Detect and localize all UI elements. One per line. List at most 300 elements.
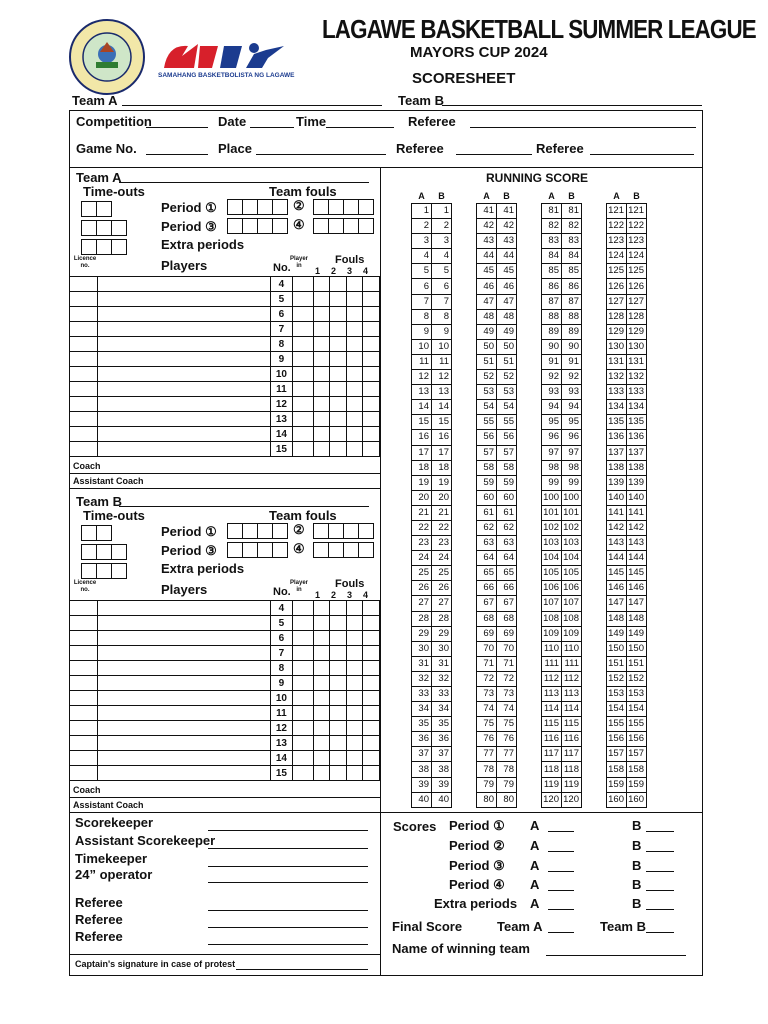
running-cell-a[interactable]: 56	[477, 430, 497, 445]
running-cell-b[interactable]: 30	[432, 641, 452, 656]
team-a-player-row[interactable]	[70, 427, 380, 442]
team-b-player-in-cell[interactable]	[293, 706, 313, 721]
running-cell-b[interactable]: 15	[432, 415, 452, 430]
team-b-foul-2-cell[interactable]	[330, 766, 347, 781]
running-cell-b[interactable]: 149	[627, 626, 647, 641]
team-a-player-in-cell[interactable]	[293, 367, 313, 382]
team-b-player-row[interactable]	[70, 661, 380, 676]
running-cell-a[interactable]: 130	[607, 339, 627, 354]
running-cell-a[interactable]: 30	[412, 641, 432, 656]
running-cell-a[interactable]: 50	[477, 339, 497, 354]
team-a-foul-3-cell[interactable]	[346, 322, 363, 337]
running-cell-b[interactable]: 90	[562, 339, 582, 354]
team-b-licence-cell[interactable]	[70, 661, 98, 676]
running-cell-a[interactable]: 123	[607, 234, 627, 249]
running-cell-a[interactable]: 77	[477, 747, 497, 762]
running-cell-b[interactable]: 57	[497, 445, 517, 460]
running-cell-b[interactable]: 5	[432, 264, 452, 279]
running-cell-a[interactable]: 103	[542, 536, 562, 551]
team-a-foul-1-cell[interactable]	[313, 397, 330, 412]
running-cell-b[interactable]: 25	[432, 566, 452, 581]
referee-1-field[interactable]	[208, 910, 368, 911]
team-a-foul-2-cell[interactable]	[330, 382, 347, 397]
running-cell-b[interactable]: 106	[562, 581, 582, 596]
team-a-licence-cell[interactable]	[70, 277, 98, 292]
running-cell-b[interactable]: 46	[497, 279, 517, 294]
running-cell-a[interactable]: 63	[477, 536, 497, 551]
running-cell-a[interactable]: 136	[607, 430, 627, 445]
running-cell-a[interactable]: 155	[607, 717, 627, 732]
team-a-foul-2-cell[interactable]	[330, 307, 347, 322]
team-a-fouls-p2[interactable]	[313, 199, 373, 215]
team-a-player-in-cell[interactable]	[293, 322, 313, 337]
running-cell-a[interactable]: 138	[607, 460, 627, 475]
team-a-player-name-cell[interactable]	[98, 412, 270, 427]
running-cell-a[interactable]: 10	[412, 339, 432, 354]
team-a-foul-1-cell[interactable]	[313, 412, 330, 427]
team-a-fouls-p4[interactable]	[313, 218, 373, 234]
team-a-foul-1-cell[interactable]	[313, 277, 330, 292]
running-cell-b[interactable]: 136	[627, 430, 647, 445]
running-cell-b[interactable]: 62	[497, 520, 517, 535]
running-cell-b[interactable]: 88	[562, 309, 582, 324]
running-cell-a[interactable]: 154	[607, 702, 627, 717]
team-b-foul-3-cell[interactable]	[346, 736, 363, 751]
running-cell-a[interactable]: 82	[542, 219, 562, 234]
running-cell-b[interactable]: 158	[627, 762, 647, 777]
running-cell-b[interactable]: 94	[562, 400, 582, 415]
team-a-foul-1-cell[interactable]	[313, 292, 330, 307]
running-cell-a[interactable]: 158	[607, 762, 627, 777]
team-a-player-name-cell[interactable]	[98, 427, 270, 442]
running-cell-a[interactable]: 3	[412, 234, 432, 249]
team-a-timeout-boxes-2[interactable]	[81, 220, 126, 236]
team-b-foul-2-cell[interactable]	[330, 646, 347, 661]
running-cell-b[interactable]: 122	[627, 219, 647, 234]
running-cell-b[interactable]: 18	[432, 460, 452, 475]
running-cell-a[interactable]: 104	[542, 551, 562, 566]
running-cell-b[interactable]: 142	[627, 520, 647, 535]
running-cell-a[interactable]: 24	[412, 551, 432, 566]
team-a-player-row[interactable]	[70, 322, 380, 337]
running-cell-b[interactable]: 99	[562, 475, 582, 490]
running-cell-a[interactable]: 112	[542, 671, 562, 686]
running-cell-b[interactable]: 134	[627, 400, 647, 415]
team-a-foul-3-cell[interactable]	[346, 397, 363, 412]
team-b-fouls-p4[interactable]	[313, 542, 373, 558]
running-cell-a[interactable]: 125	[607, 264, 627, 279]
running-cell-a[interactable]: 116	[542, 732, 562, 747]
team-b-foul-4-cell[interactable]	[363, 661, 380, 676]
running-cell-b[interactable]: 19	[432, 475, 452, 490]
team-b-player-in-cell[interactable]	[293, 661, 313, 676]
running-cell-b[interactable]: 155	[627, 717, 647, 732]
team-a-foul-4-cell[interactable]	[363, 322, 380, 337]
game-no-field[interactable]	[146, 154, 208, 155]
winning-team-field[interactable]	[546, 955, 686, 956]
running-cell-b[interactable]: 67	[497, 596, 517, 611]
running-cell-a[interactable]: 4	[412, 249, 432, 264]
running-cell-a[interactable]: 120	[542, 792, 562, 807]
running-cell-a[interactable]: 59	[477, 475, 497, 490]
running-cell-a[interactable]: 51	[477, 354, 497, 369]
team-a-foul-4-cell[interactable]	[363, 427, 380, 442]
running-cell-a[interactable]: 107	[542, 596, 562, 611]
team-b-foul-3-cell[interactable]	[346, 676, 363, 691]
running-cell-a[interactable]: 1	[412, 204, 432, 219]
running-cell-b[interactable]: 118	[562, 762, 582, 777]
running-cell-a[interactable]: 113	[542, 687, 562, 702]
team-b-foul-2-cell[interactable]	[330, 706, 347, 721]
running-cell-a[interactable]: 9	[412, 324, 432, 339]
running-cell-b[interactable]: 66	[497, 581, 517, 596]
running-cell-b[interactable]: 59	[497, 475, 517, 490]
running-cell-a[interactable]: 47	[477, 294, 497, 309]
running-cell-b[interactable]: 141	[627, 505, 647, 520]
running-cell-b[interactable]: 115	[562, 717, 582, 732]
running-cell-a[interactable]: 133	[607, 385, 627, 400]
running-cell-b[interactable]: 143	[627, 536, 647, 551]
running-cell-b[interactable]: 56	[497, 430, 517, 445]
running-cell-b[interactable]: 72	[497, 671, 517, 686]
team-b-foul-4-cell[interactable]	[363, 616, 380, 631]
running-cell-a[interactable]: 66	[477, 581, 497, 596]
date-field[interactable]	[250, 127, 294, 128]
running-cell-b[interactable]: 29	[432, 626, 452, 641]
team-b-header-field[interactable]	[442, 105, 702, 106]
running-cell-b[interactable]: 14	[432, 400, 452, 415]
running-cell-a[interactable]: 76	[477, 732, 497, 747]
running-cell-b[interactable]: 160	[627, 792, 647, 807]
running-cell-a[interactable]: 141	[607, 505, 627, 520]
team-a-foul-3-cell[interactable]	[346, 442, 363, 457]
running-cell-b[interactable]: 54	[497, 400, 517, 415]
team-b-foul-2-cell[interactable]	[330, 751, 347, 766]
running-cell-a[interactable]: 83	[542, 234, 562, 249]
running-cell-a[interactable]: 152	[607, 671, 627, 686]
team-b-player-row[interactable]	[70, 766, 380, 781]
running-cell-a[interactable]: 32	[412, 671, 432, 686]
running-cell-b[interactable]: 64	[497, 551, 517, 566]
score-b-field[interactable]	[646, 871, 674, 872]
team-b-foul-3-cell[interactable]	[346, 616, 363, 631]
running-cell-a[interactable]: 94	[542, 400, 562, 415]
running-cell-a[interactable]: 65	[477, 566, 497, 581]
running-cell-b[interactable]: 45	[497, 264, 517, 279]
running-cell-b[interactable]: 53	[497, 385, 517, 400]
running-cell-b[interactable]: 123	[627, 234, 647, 249]
running-cell-b[interactable]: 150	[627, 641, 647, 656]
running-cell-b[interactable]: 154	[627, 702, 647, 717]
running-cell-b[interactable]: 73	[497, 687, 517, 702]
running-cell-a[interactable]: 2	[412, 219, 432, 234]
team-a-player-row[interactable]	[70, 412, 380, 427]
team-b-foul-1-cell[interactable]	[313, 661, 330, 676]
running-cell-b[interactable]: 16	[432, 430, 452, 445]
running-cell-a[interactable]: 92	[542, 370, 562, 385]
running-cell-b[interactable]: 61	[497, 505, 517, 520]
running-cell-b[interactable]: 55	[497, 415, 517, 430]
running-cell-a[interactable]: 11	[412, 354, 432, 369]
running-cell-b[interactable]: 74	[497, 702, 517, 717]
team-b-foul-4-cell[interactable]	[363, 631, 380, 646]
team-b-player-name-cell[interactable]	[98, 646, 270, 661]
team-a-player-in-cell[interactable]	[293, 337, 313, 352]
running-cell-a[interactable]: 147	[607, 596, 627, 611]
team-b-player-name-cell[interactable]	[98, 676, 270, 691]
team-a-foul-4-cell[interactable]	[363, 397, 380, 412]
team-a-licence-cell[interactable]	[70, 427, 98, 442]
running-cell-b[interactable]: 119	[562, 777, 582, 792]
running-cell-a[interactable]: 34	[412, 702, 432, 717]
running-cell-b[interactable]: 152	[627, 671, 647, 686]
team-a-player-name-cell[interactable]	[98, 292, 270, 307]
team-a-licence-cell[interactable]	[70, 307, 98, 322]
running-cell-a[interactable]: 129	[607, 324, 627, 339]
team-a-player-row[interactable]	[70, 337, 380, 352]
team-b-player-in-cell[interactable]	[293, 721, 313, 736]
team-b-foul-4-cell[interactable]	[363, 691, 380, 706]
team-b-foul-1-cell[interactable]	[313, 706, 330, 721]
running-cell-a[interactable]: 134	[607, 400, 627, 415]
team-a-player-name-cell[interactable]	[98, 367, 270, 382]
running-cell-a[interactable]: 117	[542, 747, 562, 762]
running-cell-b[interactable]: 33	[432, 687, 452, 702]
team-a-foul-2-cell[interactable]	[330, 367, 347, 382]
running-cell-b[interactable]: 96	[562, 430, 582, 445]
running-cell-b[interactable]: 28	[432, 611, 452, 626]
team-a-foul-1-cell[interactable]	[313, 352, 330, 367]
running-cell-a[interactable]: 87	[542, 294, 562, 309]
team-b-licence-cell[interactable]	[70, 631, 98, 646]
team-a-foul-2-cell[interactable]	[330, 352, 347, 367]
score-a-field[interactable]	[548, 851, 574, 852]
team-a-foul-2-cell[interactable]	[330, 412, 347, 427]
team-a-player-row[interactable]	[70, 292, 380, 307]
running-cell-b[interactable]: 140	[627, 490, 647, 505]
score-b-field[interactable]	[646, 909, 674, 910]
running-cell-b[interactable]: 85	[562, 264, 582, 279]
team-a-foul-4-cell[interactable]	[363, 412, 380, 427]
running-cell-a[interactable]: 97	[542, 445, 562, 460]
team-a-licence-cell[interactable]	[70, 442, 98, 457]
team-b-player-in-cell[interactable]	[293, 631, 313, 646]
running-cell-b[interactable]: 20	[432, 490, 452, 505]
running-cell-a[interactable]: 54	[477, 400, 497, 415]
team-a-foul-1-cell[interactable]	[313, 382, 330, 397]
team-b-name-field[interactable]	[119, 506, 369, 507]
running-cell-b[interactable]: 51	[497, 354, 517, 369]
running-cell-b[interactable]: 21	[432, 505, 452, 520]
running-cell-b[interactable]: 98	[562, 460, 582, 475]
team-b-player-name-cell[interactable]	[98, 766, 270, 781]
running-cell-a[interactable]: 60	[477, 490, 497, 505]
team-b-player-name-cell[interactable]	[98, 631, 270, 646]
running-cell-a[interactable]: 19	[412, 475, 432, 490]
protest-field[interactable]	[236, 969, 368, 970]
team-a-foul-2-cell[interactable]	[330, 427, 347, 442]
team-b-foul-1-cell[interactable]	[313, 766, 330, 781]
running-cell-b[interactable]: 127	[627, 294, 647, 309]
team-a-foul-4-cell[interactable]	[363, 442, 380, 457]
running-cell-b[interactable]: 125	[627, 264, 647, 279]
team-b-foul-2-cell[interactable]	[330, 676, 347, 691]
running-cell-a[interactable]: 96	[542, 430, 562, 445]
running-cell-b[interactable]: 130	[627, 339, 647, 354]
running-cell-a[interactable]: 33	[412, 687, 432, 702]
team-a-foul-1-cell[interactable]	[313, 442, 330, 457]
running-cell-b[interactable]: 12	[432, 370, 452, 385]
running-cell-b[interactable]: 35	[432, 717, 452, 732]
team-a-timeout-boxes-3[interactable]	[81, 239, 126, 255]
running-cell-b[interactable]: 39	[432, 777, 452, 792]
running-cell-b[interactable]: 65	[497, 566, 517, 581]
team-b-foul-3-cell[interactable]	[346, 691, 363, 706]
running-cell-a[interactable]: 124	[607, 249, 627, 264]
running-cell-a[interactable]: 132	[607, 370, 627, 385]
team-a-player-row[interactable]	[70, 442, 380, 457]
running-cell-a[interactable]: 62	[477, 520, 497, 535]
running-cell-b[interactable]: 107	[562, 596, 582, 611]
team-b-foul-1-cell[interactable]	[313, 676, 330, 691]
team-b-player-name-cell[interactable]	[98, 691, 270, 706]
team-b-foul-4-cell[interactable]	[363, 736, 380, 751]
team-b-player-name-cell[interactable]	[98, 751, 270, 766]
team-b-player-in-cell[interactable]	[293, 691, 313, 706]
running-cell-b[interactable]: 60	[497, 490, 517, 505]
team-b-player-row[interactable]	[70, 631, 380, 646]
running-cell-a[interactable]: 93	[542, 385, 562, 400]
running-cell-b[interactable]: 41	[497, 204, 517, 219]
team-b-foul-3-cell[interactable]	[346, 631, 363, 646]
running-cell-a[interactable]: 101	[542, 505, 562, 520]
running-cell-b[interactable]: 8	[432, 309, 452, 324]
running-cell-a[interactable]: 122	[607, 219, 627, 234]
running-cell-a[interactable]: 64	[477, 551, 497, 566]
team-b-foul-2-cell[interactable]	[330, 601, 347, 616]
running-cell-b[interactable]: 1	[432, 204, 452, 219]
running-cell-a[interactable]: 146	[607, 581, 627, 596]
team-a-player-row[interactable]	[70, 367, 380, 382]
team-b-foul-2-cell[interactable]	[330, 661, 347, 676]
running-cell-b[interactable]: 27	[432, 596, 452, 611]
running-cell-b[interactable]: 77	[497, 747, 517, 762]
running-cell-b[interactable]: 4	[432, 249, 452, 264]
running-cell-b[interactable]: 135	[627, 415, 647, 430]
team-b-player-row[interactable]	[70, 601, 380, 616]
running-cell-b[interactable]: 151	[627, 656, 647, 671]
running-cell-a[interactable]: 157	[607, 747, 627, 762]
asst-scorekeeper-field[interactable]	[208, 848, 368, 849]
running-cell-b[interactable]: 110	[562, 641, 582, 656]
running-cell-b[interactable]: 103	[562, 536, 582, 551]
team-b-foul-1-cell[interactable]	[313, 646, 330, 661]
final-team-b-field[interactable]	[646, 932, 674, 933]
team-b-foul-3-cell[interactable]	[346, 646, 363, 661]
running-cell-b[interactable]: 49	[497, 324, 517, 339]
running-cell-a[interactable]: 22	[412, 520, 432, 535]
running-cell-b[interactable]: 38	[432, 762, 452, 777]
team-b-licence-cell[interactable]	[70, 691, 98, 706]
running-cell-a[interactable]: 81	[542, 204, 562, 219]
team-a-foul-4-cell[interactable]	[363, 337, 380, 352]
team-a-player-row[interactable]	[70, 277, 380, 292]
umpire-2-field[interactable]	[590, 154, 694, 155]
team-b-player-name-cell[interactable]	[98, 721, 270, 736]
team-a-licence-cell[interactable]	[70, 367, 98, 382]
running-cell-b[interactable]: 87	[562, 294, 582, 309]
team-a-player-in-cell[interactable]	[293, 352, 313, 367]
running-cell-a[interactable]: 135	[607, 415, 627, 430]
running-cell-a[interactable]: 131	[607, 354, 627, 369]
running-cell-a[interactable]: 105	[542, 566, 562, 581]
team-a-fouls-p1[interactable]	[227, 199, 287, 215]
running-cell-a[interactable]: 137	[607, 445, 627, 460]
running-cell-a[interactable]: 16	[412, 430, 432, 445]
running-cell-b[interactable]: 104	[562, 551, 582, 566]
running-cell-b[interactable]: 44	[497, 249, 517, 264]
score-a-field[interactable]	[548, 890, 574, 891]
running-cell-b[interactable]: 26	[432, 581, 452, 596]
running-cell-a[interactable]: 140	[607, 490, 627, 505]
running-cell-b[interactable]: 22	[432, 520, 452, 535]
running-cell-b[interactable]: 75	[497, 717, 517, 732]
team-a-foul-3-cell[interactable]	[346, 277, 363, 292]
team-b-licence-cell[interactable]	[70, 646, 98, 661]
running-cell-b[interactable]: 138	[627, 460, 647, 475]
team-b-licence-cell[interactable]	[70, 676, 98, 691]
team-b-player-in-cell[interactable]	[293, 646, 313, 661]
running-cell-b[interactable]: 69	[497, 626, 517, 641]
operator-field[interactable]	[208, 882, 368, 883]
running-cell-b[interactable]: 11	[432, 354, 452, 369]
running-cell-b[interactable]: 9	[432, 324, 452, 339]
running-cell-b[interactable]: 36	[432, 732, 452, 747]
team-b-foul-3-cell[interactable]	[346, 766, 363, 781]
running-cell-b[interactable]: 89	[562, 324, 582, 339]
team-b-timeout-boxes-1[interactable]	[81, 525, 111, 541]
running-cell-a[interactable]: 35	[412, 717, 432, 732]
time-field[interactable]	[326, 127, 394, 128]
running-cell-a[interactable]: 75	[477, 717, 497, 732]
referee-field[interactable]	[470, 127, 696, 128]
running-cell-b[interactable]: 2	[432, 219, 452, 234]
team-b-foul-4-cell[interactable]	[363, 721, 380, 736]
team-b-licence-cell[interactable]	[70, 721, 98, 736]
running-cell-a[interactable]: 44	[477, 249, 497, 264]
running-cell-a[interactable]: 31	[412, 656, 432, 671]
team-a-foul-3-cell[interactable]	[346, 307, 363, 322]
running-cell-a[interactable]: 160	[607, 792, 627, 807]
score-b-field[interactable]	[646, 851, 674, 852]
team-a-foul-2-cell[interactable]	[330, 292, 347, 307]
team-a-licence-cell[interactable]	[70, 337, 98, 352]
team-b-licence-cell[interactable]	[70, 616, 98, 631]
running-cell-a[interactable]: 5	[412, 264, 432, 279]
team-b-foul-4-cell[interactable]	[363, 601, 380, 616]
team-a-player-row[interactable]	[70, 352, 380, 367]
team-a-player-in-cell[interactable]	[293, 397, 313, 412]
running-cell-a[interactable]: 85	[542, 264, 562, 279]
running-cell-b[interactable]: 93	[562, 385, 582, 400]
team-b-player-row[interactable]	[70, 706, 380, 721]
running-cell-a[interactable]: 36	[412, 732, 432, 747]
running-cell-a[interactable]: 139	[607, 475, 627, 490]
team-a-player-in-cell[interactable]	[293, 382, 313, 397]
team-b-foul-2-cell[interactable]	[330, 736, 347, 751]
running-cell-b[interactable]: 70	[497, 641, 517, 656]
running-cell-b[interactable]: 91	[562, 354, 582, 369]
